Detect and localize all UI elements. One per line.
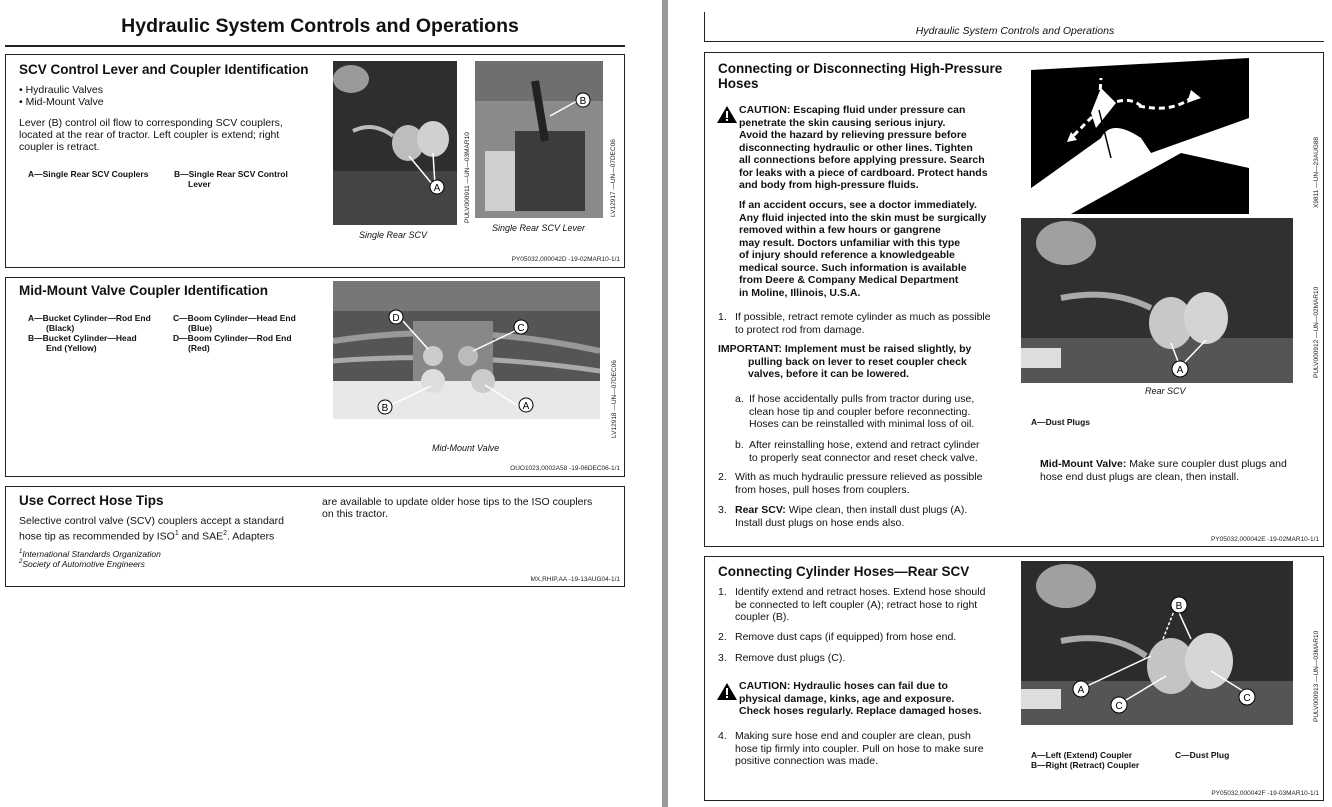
header-title: Hydraulic System Controls and Operations (915, 25, 1115, 37)
caution-line: all connections before applying pressure. Search (739, 154, 985, 166)
cylinder-hoses-photo (1021, 561, 1293, 725)
section-heading: SCV Control Lever and Coupler Identification (19, 62, 309, 77)
paragraph-line: hose end dust plugs are clean, then install. (1040, 470, 1240, 483)
footnote-text: International Standards Organization (22, 548, 161, 559)
paragraph-line: Selective control valve (SCV) couplers accept a standard (19, 515, 284, 527)
reference-code: MX,RHIP,AA -19-13AUG04-1/1 (530, 576, 620, 583)
figure-ref: PULV000911 —UN—03MAR10 (464, 132, 471, 223)
legend-item: (Blue) (188, 323, 213, 333)
figure-ref: PULV000912 —UN—02MAR10 (1313, 286, 1320, 378)
text-fragment: . Adapters (227, 530, 275, 543)
paragraph-line: located at the rear of tractor. Left coupler is extend; right (19, 129, 280, 141)
rear-scv-lever-photo (475, 61, 603, 218)
step-line: Remove dust plugs (C). (735, 652, 846, 664)
paragraph-line: are available to update older hose tips to the ISO couplers (322, 496, 593, 508)
photo-label: A (1077, 685, 1085, 696)
photo-label: B (1175, 601, 1183, 612)
warning-icon (716, 682, 738, 701)
hose-tips-section (5, 486, 625, 587)
footnote-mark: 1 (19, 549, 23, 555)
caution-line: Check hoses regularly. Replace damaged hoses. (739, 705, 982, 717)
caution-line: penetrate the skin causing serious injury. (739, 116, 946, 129)
bullet-item: • Mid-Mount Valve (19, 96, 104, 108)
step-line: coupler (B). (735, 611, 790, 623)
footnote (19, 557, 145, 569)
paragraph-line: on this tractor. (322, 508, 388, 520)
legend-item: A—Bucket Cylinder—Rod End (28, 313, 151, 323)
step-line: Identify extend and retract hoses. Extend hose should (735, 586, 986, 598)
midmount-section (5, 277, 625, 477)
page-title: Hydraulic System Controls and Operations (121, 15, 519, 37)
step-line: Making sure hose end and coupler are clean, push (735, 730, 971, 742)
caution-line: and body from high-pressure fluids. (739, 179, 919, 191)
midmount-valve-photo (333, 281, 600, 419)
figure-caption: Mid-Mount Valve (432, 443, 500, 453)
caution-line: Avoid the hazard by relieving pressure before (739, 129, 967, 141)
step-line: be connected to left coupler (A); retract hose to right (735, 598, 978, 611)
section-heading: Hoses (718, 76, 759, 91)
text-fragment: Make sure coupler dust plugs and (1126, 458, 1287, 470)
photo-label: A (433, 183, 441, 194)
photo-label: A (1176, 365, 1184, 376)
legend-item: B—Right (Retract) Coupler (1031, 760, 1140, 770)
legend-item: C—Dust Plug (1175, 750, 1230, 760)
important-line: valves, before it can be lowered. (748, 368, 910, 380)
step-line (735, 504, 967, 517)
paragraph-line: coupler is retract. (19, 141, 100, 153)
legend-item: A—Single Rear SCV Couplers (28, 169, 149, 179)
right-page (668, 0, 1332, 807)
legend-item: (Black) (46, 323, 75, 333)
caution-line: for leaks with a piece of cardboard. Protect hands (739, 166, 988, 179)
legend-item: A—Left (Extend) Coupler (1031, 750, 1133, 760)
legend-item: Lever (188, 179, 211, 189)
photo-label: C (1243, 693, 1251, 704)
step-number: 1. (718, 586, 727, 598)
text-fragment: Wipe clean, then install dust plugs (A). (785, 504, 968, 516)
important-line: IMPORTANT: Implement must be raised slightly, by (718, 343, 972, 355)
photo-label: B (381, 403, 389, 414)
high-pressure-diagram (1031, 58, 1249, 214)
figure-ref: X9811 —UN—23AUG88 (1313, 136, 1320, 208)
step-line: Remove dust caps (if equipped) from hose end. (735, 631, 957, 643)
legend-item: D—Boom Cylinder—Rod End (173, 333, 292, 343)
scv-section (5, 54, 625, 268)
footnote-text: Society of Automotive Engineers (22, 558, 145, 569)
photo-label: A (522, 401, 530, 412)
title-rule (5, 45, 625, 47)
section-heading: Mid-Mount Valve Coupler Identification (19, 283, 269, 298)
photo-label: B (579, 96, 587, 107)
step-number: b. (735, 439, 744, 451)
text-fragment: Rear SCV: (735, 504, 786, 516)
legend-item: (Red) (188, 343, 210, 353)
caution-line: of injury should reference a knowledgeable (739, 249, 955, 261)
paragraph-line: Lever (B) control oil flow to corresponding SCV couplers, (19, 117, 283, 129)
step-line: Install dust plugs on hose ends also. (735, 516, 905, 529)
photo-label: C (1115, 701, 1123, 712)
caution-line: may result. Doctors unfamiliar with this type (739, 236, 961, 249)
connecting-section (704, 52, 1324, 547)
step-line: positive connection was made. (735, 755, 878, 767)
caution-line: If an accident occurs, see a doctor immediately. (739, 199, 977, 211)
figure-ref: LV12918 —UN—07DEC06 (611, 360, 618, 438)
figure-ref: PULV000913 —UN—03MAR10 (1313, 630, 1320, 722)
cylinder-hoses-section (704, 556, 1324, 801)
figure-ref: LV12917 —UN—07DEC06 (610, 139, 617, 217)
running-header (704, 12, 1324, 42)
caution-line: removed within a few hours or gangrene (739, 224, 941, 236)
caution-line: CAUTION: Escaping fluid under pressure can (739, 104, 966, 116)
reference-code: PY05032,000042E -19-02MAR10-1/1 (1210, 536, 1319, 543)
paragraph-line (19, 528, 274, 543)
step-line: to properly seat connector and reset check valve. (749, 451, 978, 464)
text-fragment: Mid-Mount Valve: (1040, 458, 1127, 470)
step-line: If possible, retract remote cylinder as much as possible (735, 311, 991, 323)
footnote-mark: 1 (174, 530, 179, 537)
reference-code: PY05032,000042D -19-02MAR10-1/1 (511, 256, 620, 263)
reference-code: OUO1023,0002A58 -19-06DEC06-1/1 (510, 465, 620, 472)
caution-line: from Deere & Company Medical Department (739, 274, 959, 286)
caution-line: Any fluid injected into the skin must be surgically (739, 211, 987, 224)
reference-code: PY05032,000042F -19-03MAR10-1/1 (1211, 790, 1319, 797)
step-number: 4. (718, 730, 727, 742)
photo-label: C (517, 323, 525, 334)
warning-icon (716, 105, 738, 124)
step-line: With as much hydraulic pressure relieved as possible (735, 471, 983, 483)
legend-item: A—Dust Plugs (1031, 417, 1091, 427)
step-number: 3. (718, 652, 727, 664)
step-line: from hoses, pull hoses from couplers. (735, 483, 910, 496)
left-page (0, 0, 662, 807)
step-number: 2. (718, 631, 727, 643)
step-line: Hoses can be reinstalled with minimal loss of oil. (749, 418, 975, 430)
legend-item: B—Single Rear SCV Control (174, 169, 288, 179)
rear-scv-dust-plugs-photo (1021, 218, 1293, 383)
step-line: clean hose tip and coupler before reconnecting. (749, 405, 971, 418)
caution-line: medical source. Such information is available (739, 261, 967, 274)
caution-line: disconnecting hydraulic or other lines. Tighten (739, 141, 973, 154)
important-line: pulling back on lever to reset coupler check (748, 355, 967, 368)
footnote-mark: 2 (223, 530, 228, 537)
photo-label: D (392, 313, 400, 324)
figure-caption: Single Rear SCV (359, 230, 428, 240)
step-number: a. (735, 393, 744, 405)
rear-scv-photo (333, 61, 457, 225)
figure-caption: Rear SCV (1145, 386, 1186, 396)
step-line: After reinstalling hose, extend and retract cylinder (749, 439, 980, 451)
text-fragment: hose tip as recommended by ISO (19, 530, 175, 543)
step-number: 3. (718, 504, 727, 516)
caution-line: in Moline, Illinois, U.S.A. (739, 286, 861, 299)
step-line: hose tip firmly into coupler. Pull on hose to make sure (735, 742, 984, 755)
step-line: to protect rod from damage. (735, 323, 865, 336)
legend-item: End (Yellow) (46, 343, 97, 353)
section-heading: Use Correct Hose Tips (19, 493, 164, 508)
text-fragment: and SAE (178, 530, 224, 543)
figure-caption: Single Rear SCV Lever (492, 223, 586, 233)
step-line: If hose accidentally pulls from tractor during use, (749, 393, 975, 405)
section-heading: Connecting Cylinder Hoses—Rear SCV (718, 564, 970, 579)
step-number: 1. (718, 311, 727, 323)
paragraph-line (1040, 458, 1287, 471)
footnote-mark: 2 (19, 559, 23, 565)
bullet-item: • Hydraulic Valves (19, 84, 104, 96)
legend-item: B—Bucket Cylinder—Head (28, 333, 137, 343)
caution-line: CAUTION: Hydraulic hoses can fail due to (739, 680, 948, 692)
caution-line: physical damage, kinks, age and exposure. (739, 692, 955, 705)
step-number: 2. (718, 471, 727, 483)
section-heading: Connecting or Disconnecting High-Pressure (718, 61, 1003, 76)
legend-item: C—Boom Cylinder—Head End (173, 313, 296, 323)
